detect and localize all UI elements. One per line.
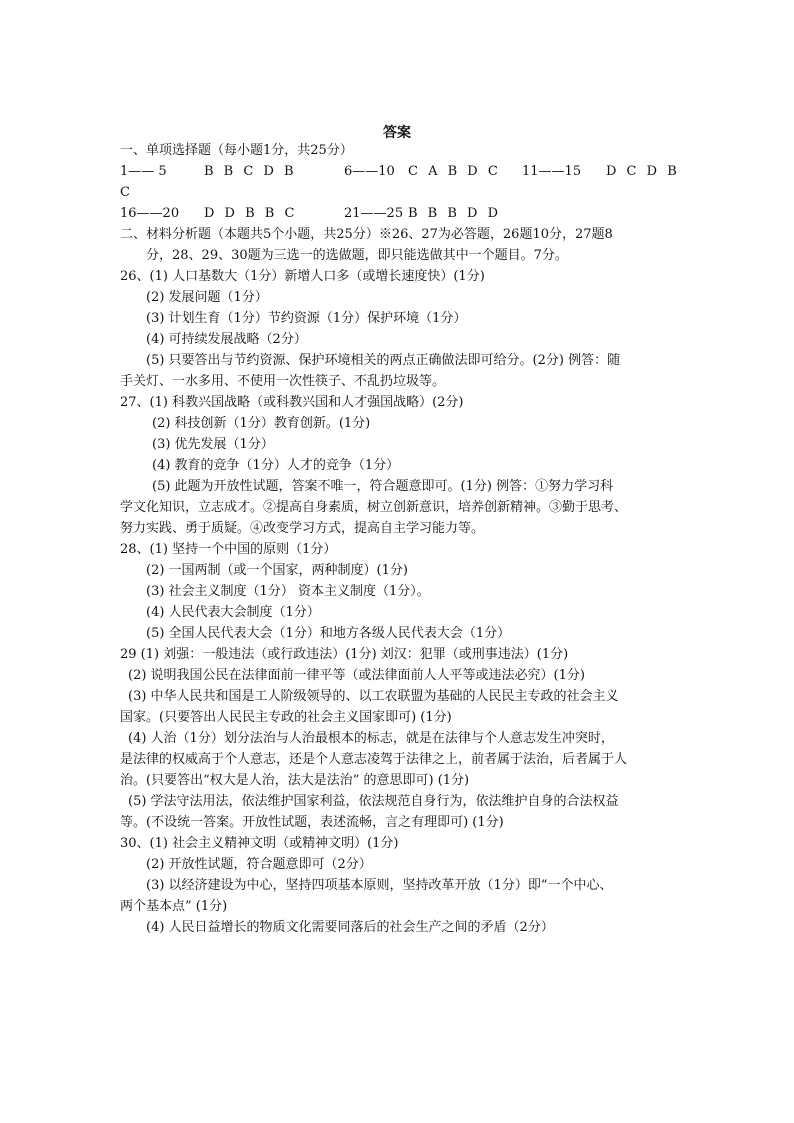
q27-line: (3) 优先发展（1分） [152, 437, 274, 452]
q29-line: 是法律的权威高于个人意志，还是个人意志凌驾于法律之上，前者属于法治，后者属于人 [120, 752, 628, 767]
q26-line: (3) 计划生育（1分）节约资源（1分）保护环境（1分） [146, 311, 467, 326]
page-title: 答案 [383, 125, 411, 141]
answer-content [120, 140, 680, 938]
q28-line: (3) 社会主义制度（1分） 资本主义制度（1分）。 [146, 584, 430, 599]
q29-line: 29 (1) 刘强：一般违法（或行政违法）(1分) 刘汉：犯罪（或刑事违法）(1分) [120, 647, 569, 662]
q29-line: (2) 说明我国公民在法律面前一律平等（或法律面前人人平等或违法必究）(1分) [128, 668, 585, 683]
range-answers: B B C D B [204, 164, 297, 179]
q30-line: 30、(1) 社会主义精神文明（或精神文明）(1分) [120, 836, 399, 851]
section2-heading-cont: 分，28、29、30题为三选一的选做题，即只能选做其中一个题目。7分。 [146, 248, 568, 263]
q28-line: 28、(1) 坚持一个中国的原则（1分） [120, 542, 337, 557]
q27-line: 努力实践、勇于质疑。④改变学习方式，提高自主学习能力等。 [120, 521, 485, 536]
range-answers: C A B D C [408, 164, 501, 179]
q30-line: (4) 人民日益增长的物质文化需要同落后的社会生产之间的矛盾（2分） [146, 920, 554, 935]
range-answers: D D B B C [204, 206, 298, 221]
section2-heading: 二、材料分析题（本题共5个小题，共25分）※26、27为必答题，26题10分，27题8 [120, 227, 613, 242]
section1-heading: 一、单项选择题（每小题1分，共25分） [120, 143, 353, 158]
q27-line: (4) 教育的竞争（1分）人才的竞争（1分） [152, 458, 400, 473]
range-label: 16——20 [120, 206, 180, 221]
q29-line: (3) 中华人民共和国是工人阶级领导的、以工农联盟为基础的人民民主专政的社会主义 [128, 689, 619, 704]
q26-line: (5) 只要答出与节约资源、保护环境相关的两点正确做法即可给分。(2分) 例答：随 [146, 353, 621, 368]
range-answers: B B B D D [408, 206, 502, 221]
q29-line: (4) 人治（1分）划分法治与人治最根本的标志，就是在法律与个人意志发生冲突时， [128, 731, 614, 746]
range-answers: D C D B [606, 164, 680, 179]
choice-answer-wrap: C [120, 185, 130, 200]
choice-answer-row [120, 161, 680, 182]
q26-line: (2) 发展问题（1分） [146, 290, 268, 305]
q29-line: 治。(只要答出“权大是人治，法大是法治” 的意思即可) (1分) [120, 773, 470, 788]
q27-line: 27、(1) 科教兴国战略（或科教兴国和人才强国战略）(2分) [120, 395, 464, 410]
range-label: 6——10 [344, 164, 395, 179]
range-label: 21——25 [344, 206, 404, 221]
q30-line: 两个基本点” (1分) [120, 899, 228, 914]
q26-line: 手关灯、一水多用、不使用一次性筷子、不乱扔垃圾等。 [120, 374, 446, 389]
q27-line: (5) 此题为开放性试题，答案不唯一，符合题意即可。(1分) 例答：①努力学习科 [152, 479, 614, 494]
q26-line: (4) 可持续发展战略（2分） [146, 332, 307, 347]
range-label: 1—— 5 [120, 164, 167, 179]
q30-line: (3) 以经济建设为中心，坚持四项基本原则，坚持改革开放（1分）即“一个中心、 [146, 878, 613, 893]
q29-line: 等。(不设统一答案。开放性试题，表述流畅，言之有理即可) (1分) [120, 815, 504, 830]
q29-line: 国家。(只要答出人民民主专政的社会主义国家即可) (1分) [120, 710, 452, 725]
q27-line: 学文化知识，立志成才。②提高自身素质，树立创新意识，培养创新精神。③勤于思考、 [120, 500, 628, 515]
q27-line: (2) 科技创新（1分）教育创新。(1分) [152, 416, 371, 431]
q28-line: (4) 人民代表大会制度（1分） [146, 605, 320, 620]
q28-line: (5) 全国人民代表大会（1分）和地方各级人民代表大会（1分） [146, 626, 511, 641]
q29-line: (5) 学法守法用法，依法维护国家利益，依法规范自身行为，依法维护自身的合法权益 [128, 794, 619, 809]
q26-line: 26、(1) 人口基数大（1分）新增人口多（或增长速度快）(1分) [120, 269, 485, 284]
q30-line: (2) 开放性试题，符合题意即可（2分） [146, 857, 372, 872]
q28-line: (2) 一国两制（或一个国家，两种制度）(1分) [146, 563, 408, 578]
range-label: 11——15 [522, 164, 582, 179]
choice-answer-row [120, 203, 680, 224]
